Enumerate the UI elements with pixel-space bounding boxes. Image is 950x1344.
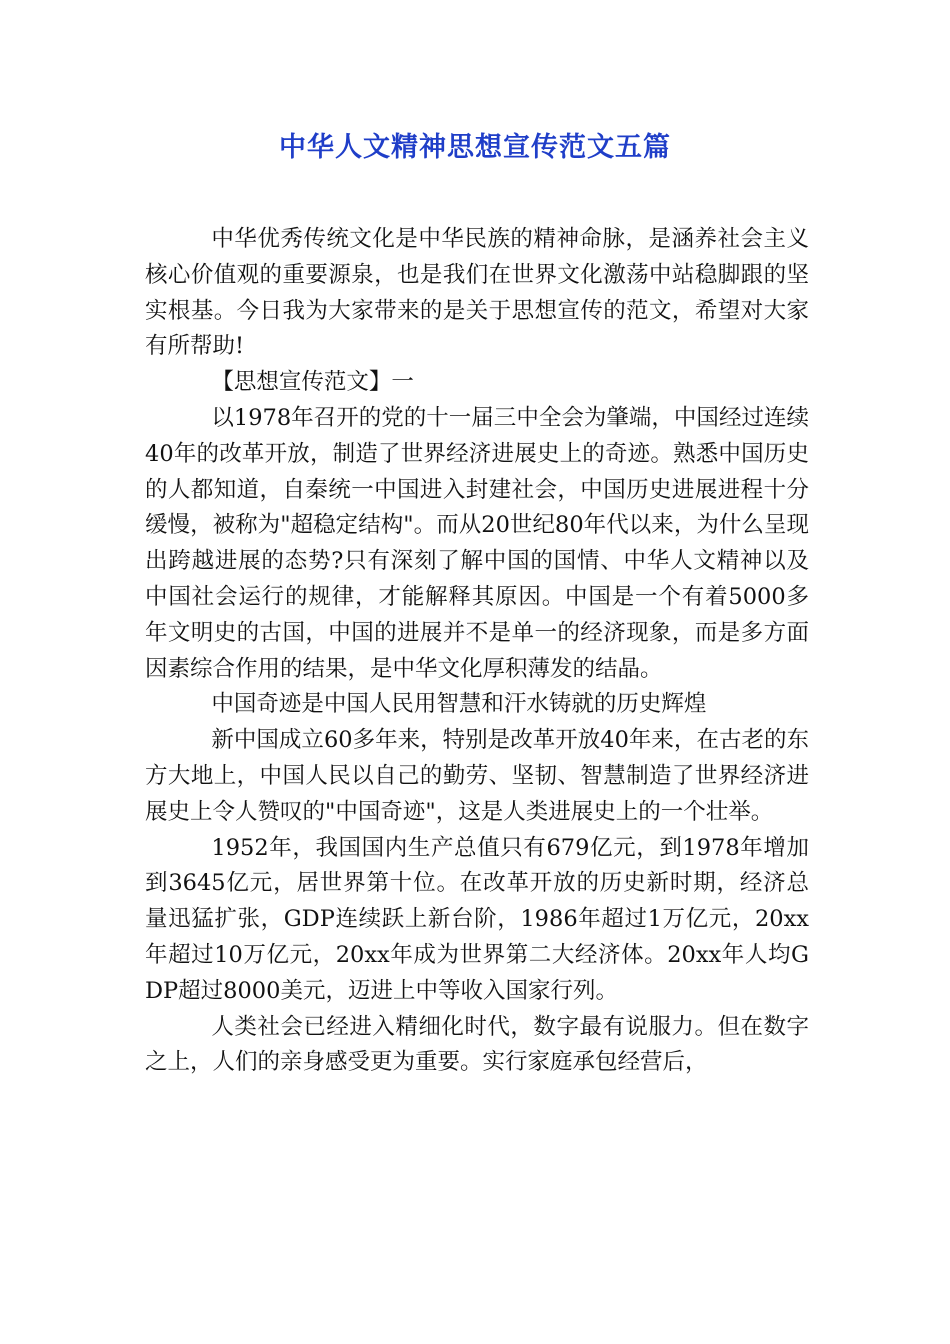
document-body [145,222,809,1081]
paragraph: 以1978年召开的党的十一届三中全会为肇端，中国经过连续40年的改革开放，制造了世界经济进展史上的奇迹。熟悉中国历史的人都知道，自秦统一中国进入封建社会，中国历史进展进程十分缓慢，被称为"超稳定结构"。而从20世纪80年代以来，为什么呈现出跨越进展的态势?只有深刻了解中国的国情、中华人文精神以及中国社会运行的规律，才能解释其原因。中国是一个有着5000多年文明史的古国，中国的进展并不是单一的经济现象，而是多方面因素综合作用的结果，是中华文化厚积薄发的结晶。 [145,404,809,682]
paragraph: 人类社会已经进入精细化时代，数字最有说服力。但在数字之上，人们的亲身感受更为重要。实行家庭承包经营后， [145,1013,809,1076]
section-heading: 【思想宣传范文】一 [211,369,414,396]
paragraph: 新中国成立60多年来，特别是改革开放40年来，在古老的东方大地上，中国人民以自己的勤劳、坚韧、智慧制造了世界经济进展史上令人赞叹的"中国奇迹"，这是人类进展史上的一个壮举。 [145,727,809,825]
document-title: 中华人文精神思想宣传范文五篇 [279,132,671,163]
subheading: 中国奇迹是中国人民用智慧和汗水铸就的历史辉煌 [211,691,707,718]
paragraph: 1952年，我国国内生产总值只有679亿元，到1978年增加到3645亿元，居世界第十位。在改革开放的历史新时期，经济总量迅猛扩张，GDP连续跃上新台阶，1986年超过1万亿元，20xx年超过10万亿元，20xx年成为世界第二大经济体。20xx年人均GDP超过8000美元，迈进上中等收入国家行列。 [145,834,809,1004]
paragraph-intro: 中华优秀传统文化是中华民族的精神命脉，是涵养社会主义核心价值观的重要源泉，也是我们在世界文化激荡中站稳脚跟的坚实根基。今日我为大家带来的是关于思想宣传的范文，希望对大家有所帮助! [145,226,809,360]
